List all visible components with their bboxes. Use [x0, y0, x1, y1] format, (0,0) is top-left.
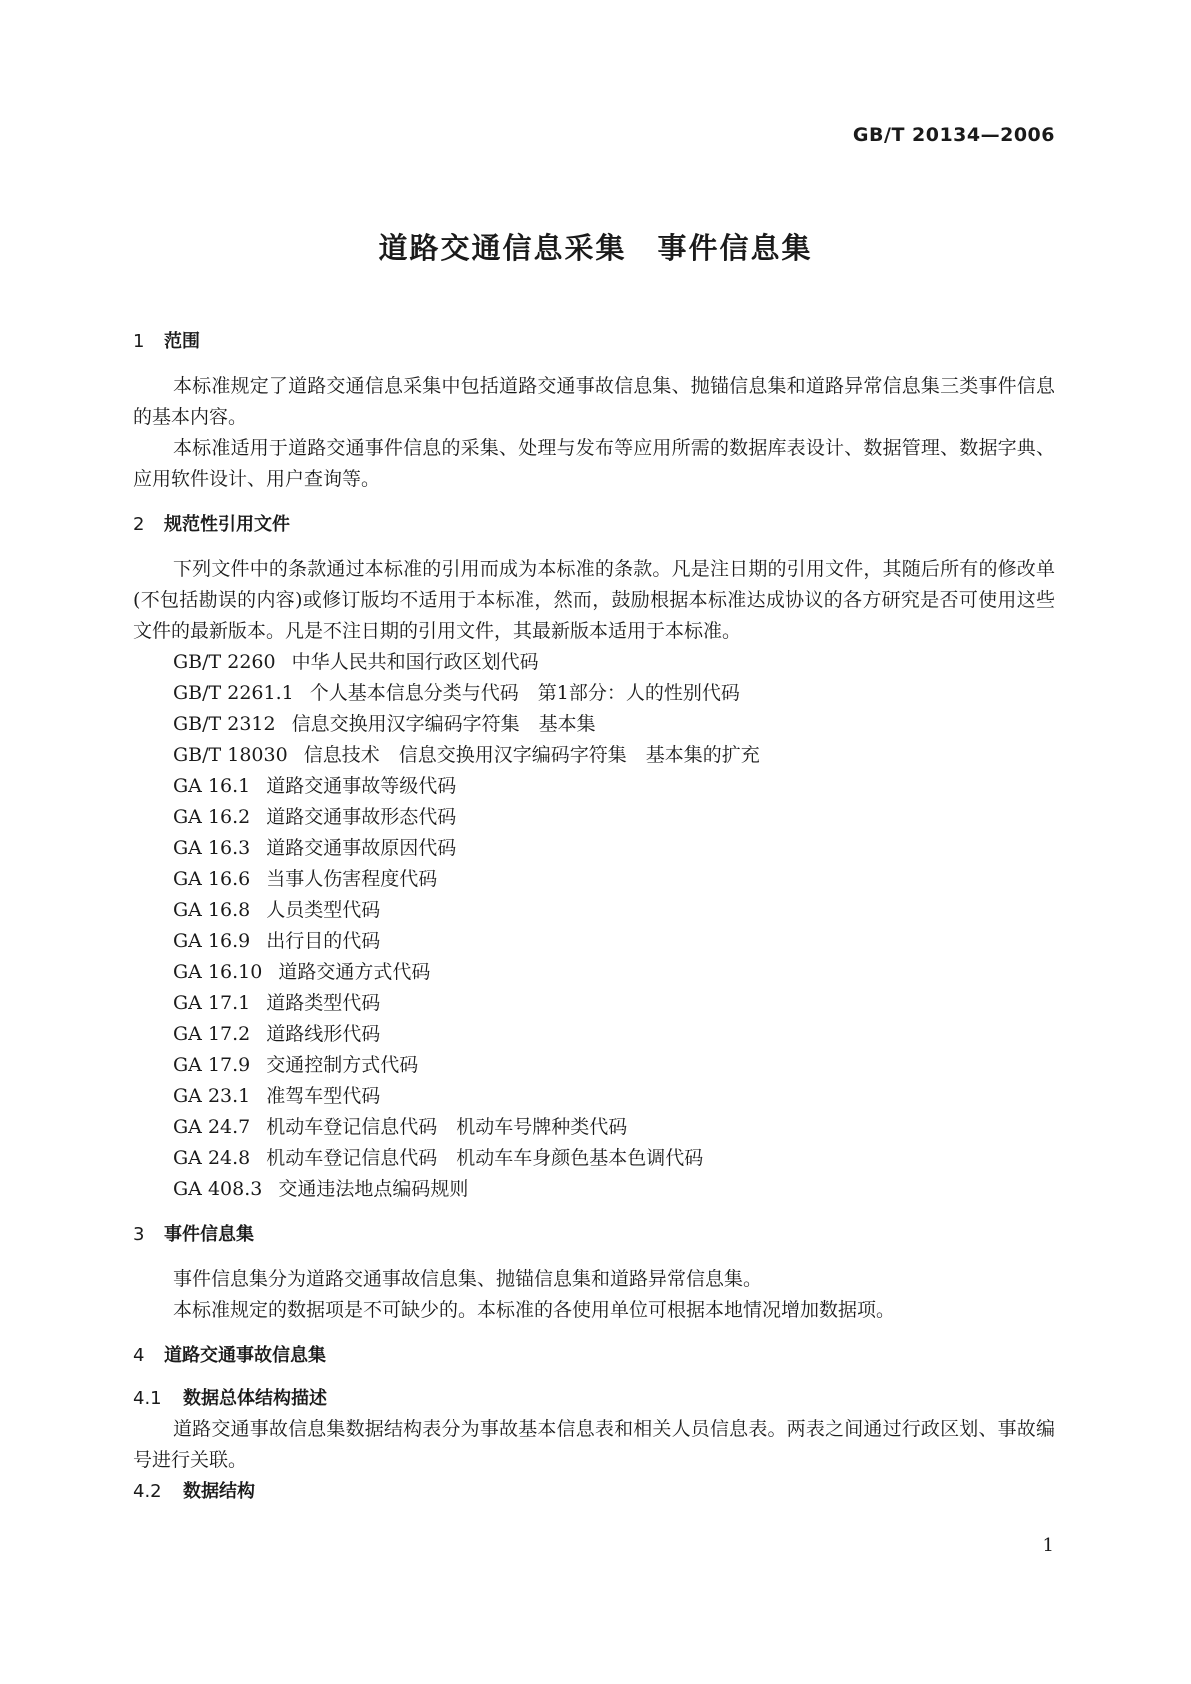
reference-title: 出行目的代码	[266, 930, 381, 952]
section-3-heading	[133, 1219, 1055, 1250]
section-number: 1	[133, 331, 145, 352]
reference-item	[133, 1112, 1055, 1143]
section-1-heading	[133, 326, 1055, 357]
reference-item	[133, 833, 1055, 864]
reference-code: GB/T 2261.1	[173, 682, 294, 704]
section-4-heading	[133, 1340, 1055, 1371]
subsection-number: 4.2	[133, 1481, 162, 1502]
reference-title: 中华人民共和国行政区划代码	[291, 651, 539, 673]
reference-title: 交通控制方式代码	[266, 1054, 419, 1076]
section-title: 范围	[164, 331, 200, 352]
section-number: 4	[133, 1345, 145, 1366]
paragraph: 道路交通事故信息集数据结构表分为事故基本信息表和相关人员信息表。两表之间通过行政区划、事故编号进行关联。	[133, 1418, 1055, 1471]
page-number: 1	[1042, 1535, 1054, 1556]
reference-code: GA 16.1	[173, 775, 251, 797]
reference-title: 道路类型代码	[266, 992, 381, 1014]
reference-item	[133, 926, 1055, 957]
reference-title: 道路交通方式代码	[278, 961, 431, 983]
reference-code: GB/T 2312	[173, 713, 276, 735]
reference-item	[133, 709, 1055, 740]
reference-code: GA 17.1	[173, 992, 251, 1014]
reference-code: GA 17.2	[173, 1023, 251, 1045]
subsection-4-2-heading	[133, 1476, 1055, 1507]
reference-title: 道路交通事故形态代码	[266, 806, 457, 828]
paragraph: 事件信息集分为道路交通事故信息集、抛锚信息集和道路异常信息集。	[173, 1268, 763, 1290]
reference-title: 准驾车型代码	[266, 1085, 381, 1107]
section-number: 2	[133, 514, 145, 535]
subsection-number: 4.1	[133, 1388, 162, 1409]
reference-item	[133, 895, 1055, 926]
reference-item	[133, 802, 1055, 833]
reference-title: 道路交通事故原因代码	[266, 837, 457, 859]
document-body	[133, 326, 1055, 1507]
reference-code: GA 23.1	[173, 1085, 251, 1107]
reference-item	[133, 1050, 1055, 1081]
reference-title: 个人基本信息分类与代码 第1部分：人的性别代码	[309, 682, 740, 704]
reference-title: 机动车登记信息代码 机动车车身颜色基本色调代码	[266, 1147, 704, 1169]
reference-item	[133, 678, 1055, 709]
reference-title: 道路交通事故等级代码	[266, 775, 457, 797]
reference-item	[133, 1174, 1055, 1205]
reference-item	[133, 864, 1055, 895]
reference-item	[133, 1143, 1055, 1174]
reference-title: 交通违法地点编码规则	[278, 1178, 469, 1200]
section-title: 事件信息集	[164, 1224, 254, 1245]
reference-item	[133, 771, 1055, 802]
reference-code: GA 24.8	[173, 1147, 251, 1169]
reference-item	[133, 957, 1055, 988]
reference-title: 当事人伤害程度代码	[266, 868, 438, 890]
reference-title: 信息技术 信息交换用汉字编码字符集 基本集的扩充	[303, 744, 760, 766]
reference-title: 人员类型代码	[266, 899, 381, 921]
reference-title: 机动车登记信息代码 机动车号牌种类代码	[266, 1116, 628, 1138]
reference-code: GA 24.7	[173, 1116, 251, 1138]
reference-code: GA 17.9	[173, 1054, 251, 1076]
reference-code: GA 16.10	[173, 961, 263, 983]
reference-code: GA 16.9	[173, 930, 251, 952]
section-title: 道路交通事故信息集	[164, 1345, 326, 1366]
reference-code: GA 408.3	[173, 1178, 263, 1200]
reference-title: 道路线形代码	[266, 1023, 381, 1045]
reference-code: GA 16.8	[173, 899, 251, 921]
paragraph: 本标准适用于道路交通事件信息的采集、处理与发布等应用所需的数据库表设计、数据管理、数据字典、应用软件设计、用户查询等。	[133, 437, 1055, 490]
reference-code: GA 16.3	[173, 837, 251, 859]
reference-item	[133, 988, 1055, 1019]
section-2-heading	[133, 509, 1055, 540]
reference-code: GA 16.2	[173, 806, 251, 828]
subsection-4-1-heading	[133, 1383, 1055, 1414]
paragraph: 下列文件中的条款通过本标准的引用而成为本标准的条款。凡是注日期的引用文件，其随后所有的修改单(不包括勘误的内容)或修订版均不适用于本标准，然而，鼓励根据本标准达成协议的各方研究是否可使用这些文件的最新版本。凡是不注日期的引用文件，其最新版本适用于本标准。	[133, 558, 1055, 642]
standard-number: GB/T 20134—2006	[852, 124, 1055, 146]
reference-title: 信息交换用汉字编码字符集 基本集	[291, 713, 596, 735]
reference-item	[133, 1019, 1055, 1050]
subsection-title: 数据总体结构描述	[183, 1388, 327, 1409]
section-number: 3	[133, 1224, 145, 1245]
reference-item	[133, 647, 1055, 678]
reference-item	[133, 740, 1055, 771]
reference-code: GA 16.6	[173, 868, 251, 890]
section-title: 规范性引用文件	[164, 514, 290, 535]
reference-code: GB/T 18030	[173, 744, 288, 766]
paragraph: 本标准规定了道路交通信息采集中包括道路交通事故信息集、抛锚信息集和道路异常信息集三类事件信息的基本内容。	[133, 375, 1055, 428]
document-title: 道路交通信息采集 事件信息集	[378, 231, 813, 265]
subsection-title: 数据结构	[183, 1481, 255, 1502]
reference-code: GB/T 2260	[173, 651, 276, 673]
reference-list	[133, 647, 1055, 1205]
reference-item	[133, 1081, 1055, 1112]
paragraph: 本标准规定的数据项是不可缺少的。本标准的各使用单位可根据本地情况增加数据项。	[173, 1299, 896, 1321]
